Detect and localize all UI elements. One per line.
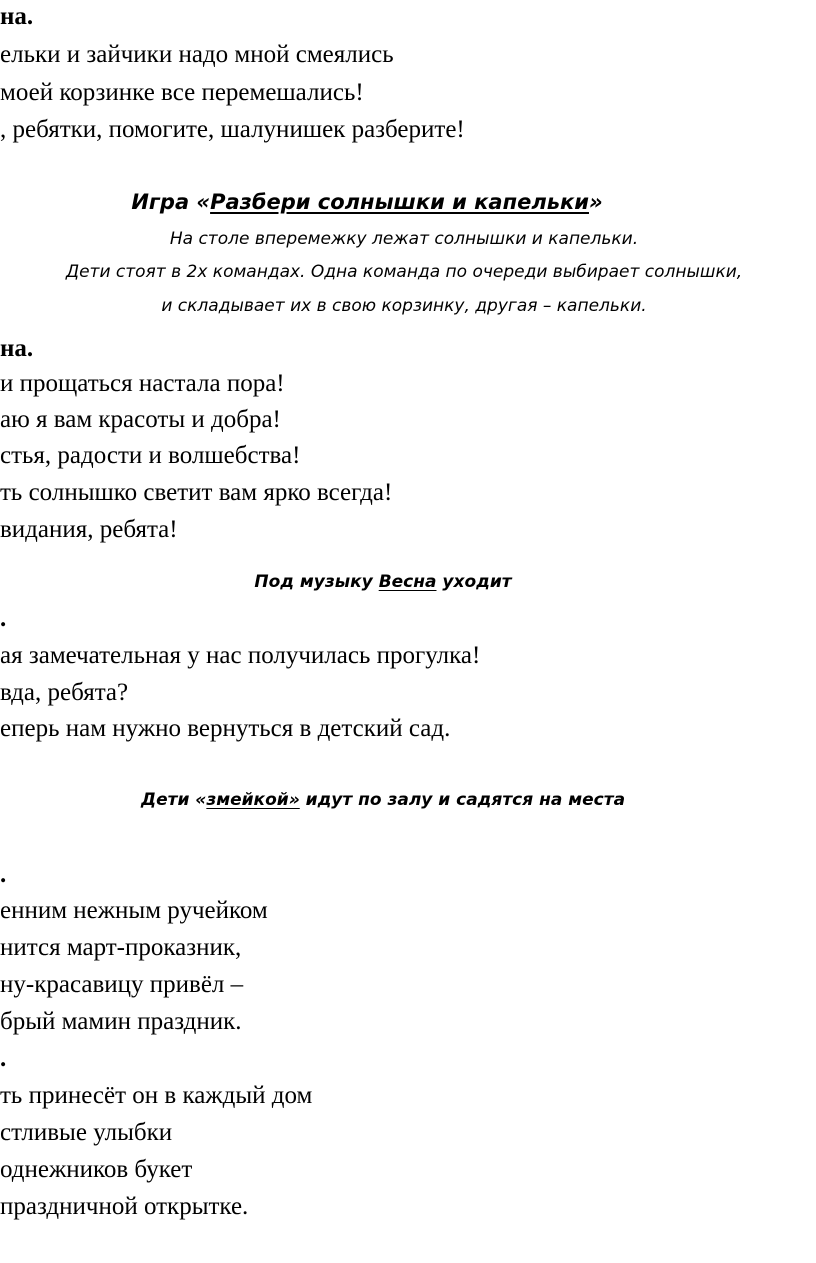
speaker-label: на. xyxy=(0,335,34,362)
game-note: и складывает их в свою корзинку, другая – капельки. xyxy=(161,296,647,316)
verse-line: нится март-проказник, xyxy=(0,934,242,961)
verse-line: видания, ребята! xyxy=(0,516,178,543)
verse-line: , ребятки, помогите, шалунишек разберите! xyxy=(0,116,465,143)
verse-line: енним нежным ручейком xyxy=(0,897,268,924)
verse-line: праздничной открытке. xyxy=(0,1193,249,1220)
verse-line: ть принесёт он в каждый дом xyxy=(0,1082,313,1109)
game-note: На столе вперемежку лежат солнышки и капельки. xyxy=(169,229,639,249)
speaker-label: на. xyxy=(0,3,34,30)
verse-line: ельки и зайчики надо мной смеялись xyxy=(0,41,394,68)
verse-line: стья, радости и волшебства! xyxy=(0,442,301,469)
exit-direction: Под музыку Весна уходит xyxy=(254,572,512,592)
game-title: Игра «Разбери солнышки и капельки» xyxy=(131,190,603,214)
game-note: Дети стоят в 2х командах. Одна команда по очереди выбирает солнышки, xyxy=(65,262,743,282)
speaker-label: . xyxy=(0,861,7,888)
verse-line: еперь нам нужно вернуться в детский сад. xyxy=(0,715,451,742)
verse-line: моей корзинке все перемешались! xyxy=(0,79,364,106)
verse-line: ть солнышко светит вам ярко всегда! xyxy=(0,479,393,506)
speaker-label: . xyxy=(0,605,7,632)
verse-line: однежников букет xyxy=(0,1156,193,1183)
verse-line: ну-красавицу привёл – xyxy=(0,971,244,998)
verse-line: стливые улыбки xyxy=(0,1119,173,1146)
snake-direction: Дети «змейкой» идут по залу и садятся на места xyxy=(140,790,626,810)
verse-line: брый мамин праздник. xyxy=(0,1008,242,1035)
verse-line: аю я вам красоты и добра! xyxy=(0,406,281,433)
speaker-label: . xyxy=(0,1045,7,1072)
verse-line: и прощаться настала пора! xyxy=(0,370,285,397)
verse-line: ая замечательная у нас получилась прогулка! xyxy=(0,642,481,669)
verse-line: вда, ребята? xyxy=(0,679,129,706)
